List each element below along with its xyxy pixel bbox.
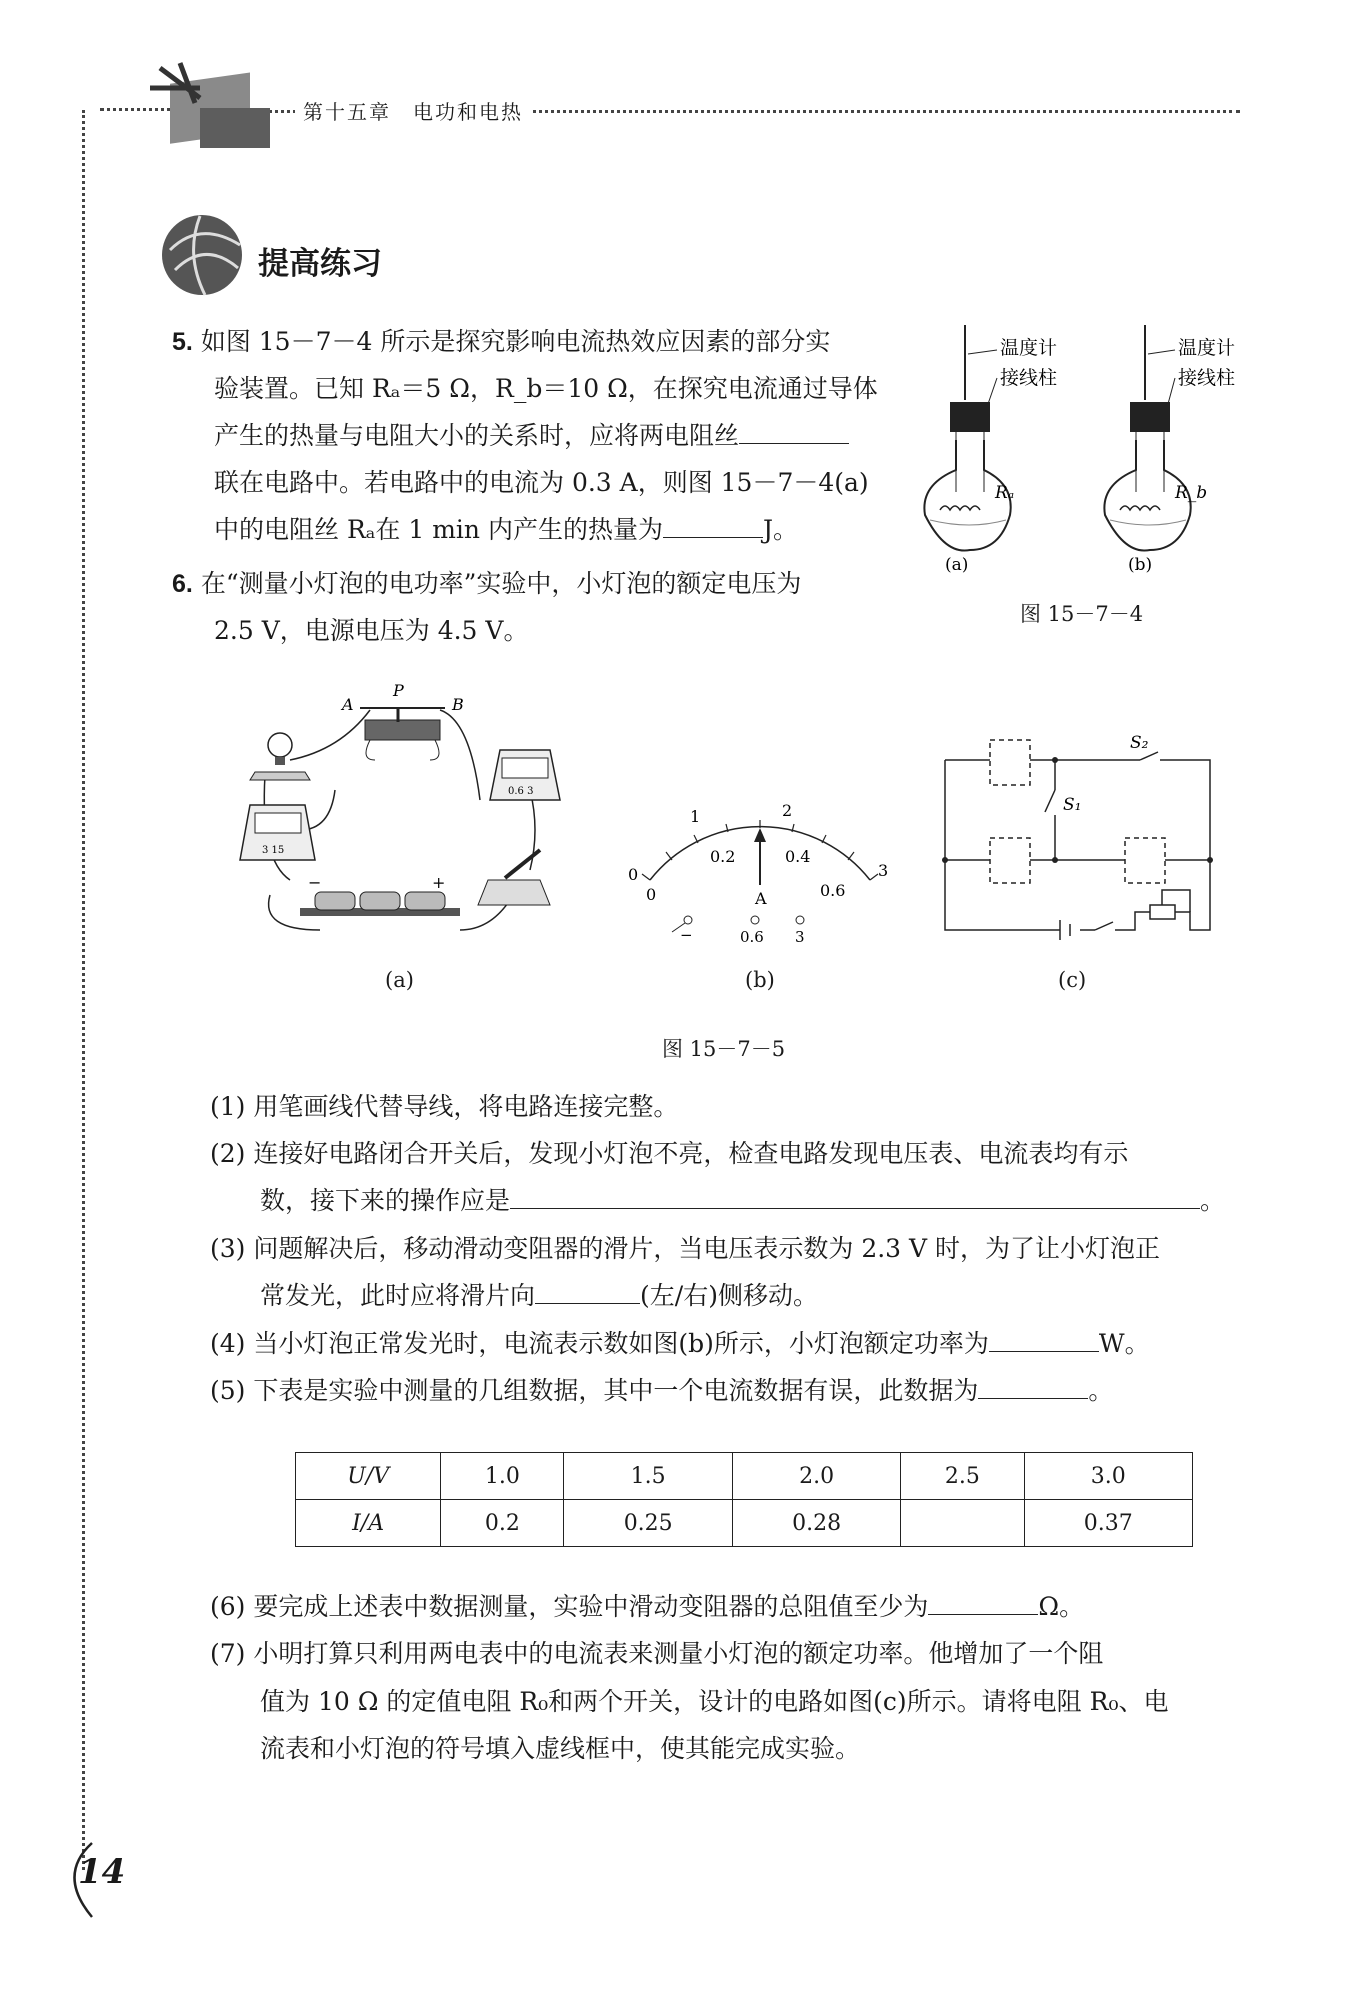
figure-15-7-5a — [230, 680, 570, 950]
subq-3-end: (左/右)侧移动。 — [640, 1281, 818, 1310]
q6-line2: 2.5 V，电源电压为 4.5 V。 — [214, 616, 529, 645]
subq-6-blank[interactable] — [928, 1590, 1038, 1615]
margin-rule — [82, 110, 85, 1870]
subq-3-text2: 常发光，此时应将滑片向 — [260, 1281, 536, 1310]
subq-2 — [210, 1130, 1128, 1177]
dial-top-1: 1 — [690, 807, 701, 826]
subq-2-end: 。 — [1200, 1186, 1226, 1215]
subq-5-end: 。 — [1088, 1376, 1114, 1405]
figure-15-7-4 — [900, 320, 1260, 580]
globe-icon — [160, 210, 250, 300]
subq-6-text: 要完成上述表中数据测量，实验中滑动变阻器的总阻值至少为 — [253, 1592, 929, 1621]
subq-2-text2: 数，接下来的操作应是 — [260, 1186, 511, 1215]
subq-6-end: Ω。 — [1038, 1592, 1085, 1621]
subq-7-line2: 值为 10 Ω 的定值电阻 R₀和两个开关，设计的电路如图(c)所示。请将电阻 R₀、电 — [260, 1687, 1169, 1716]
subq-3-blank[interactable] — [535, 1279, 640, 1304]
flask-a — [924, 325, 1057, 575]
terminal-3: 3 — [795, 928, 805, 946]
dashed-box-right[interactable] — [1125, 838, 1165, 883]
chapter-logo-icon — [140, 58, 290, 168]
subq-5-num: (5) — [210, 1376, 246, 1405]
subq-1-num: (1) — [210, 1092, 246, 1121]
table-row — [296, 1500, 1193, 1547]
subq-1 — [210, 1083, 678, 1130]
rheostat-a-label: A — [342, 695, 354, 714]
table-cell: I/A — [296, 1500, 441, 1547]
voltmeter-scale: 0.6 3 — [508, 786, 534, 797]
q6-number: 6. — [172, 570, 193, 598]
s1-label: S₁ — [1063, 795, 1082, 815]
fig4-caption: 图 15－7－4 — [1020, 602, 1144, 626]
rb-label: R_b — [1175, 483, 1208, 503]
fig4-sub-a: (a) — [945, 555, 969, 575]
fig4-thermometer-label-a: 温度计 — [1000, 337, 1058, 359]
table-cell: 0.2 — [441, 1500, 564, 1547]
rheostat-b-label: B — [452, 695, 464, 714]
fig4-terminal-label-a: 接线柱 — [1000, 367, 1058, 389]
dial-bottom-02: 0.2 — [710, 847, 736, 866]
fig4-terminal-label-b: 接线柱 — [1178, 367, 1236, 389]
q5-text-5: 中的电阻丝 Rₐ在 1 min 内产生的热量为 — [214, 515, 663, 544]
q5-text-3: 产生的热量与电阻大小的关系时，应将两电阻丝 — [214, 421, 740, 450]
dial-top-0: 0 — [628, 865, 639, 884]
dial-top-2: 2 — [782, 801, 793, 820]
fig4-thermometer-label-b: 温度计 — [1178, 337, 1236, 359]
table-cell: 3.0 — [1024, 1453, 1193, 1500]
dial-bottom-0: 0 — [646, 885, 657, 904]
bulb-icon — [250, 733, 310, 780]
subq-7-line3: 流表和小灯泡的符号填入虚线框中，使其能完成实验。 — [260, 1734, 861, 1763]
dial-unit: A — [755, 889, 767, 908]
battery-plus: + — [432, 873, 446, 892]
table-cell: 1.0 — [441, 1453, 564, 1500]
fig5-sub-b: (b) — [745, 968, 775, 992]
subq-4-blank[interactable] — [989, 1327, 1099, 1352]
rheostat-p-label: P — [393, 681, 404, 700]
dial-bottom-06: 0.6 — [820, 881, 846, 900]
subq-3-line2 — [260, 1272, 818, 1319]
dial-top-3: 3 — [878, 861, 889, 880]
subq-3 — [210, 1225, 1160, 1272]
terminal-06: 0.6 — [740, 928, 764, 946]
battery-minus: − — [308, 873, 322, 892]
subq-4-text: 当小灯泡正常发光时，电流表示数如图(b)所示，小灯泡额定功率为 — [253, 1329, 989, 1358]
ra-label: Rₐ — [995, 483, 1015, 503]
subq-2-line2 — [260, 1177, 1225, 1224]
figure-15-7-5b — [620, 780, 900, 950]
table-row — [296, 1453, 1193, 1500]
subq-6-num: (6) — [210, 1592, 246, 1621]
subq-2-num: (2) — [210, 1139, 246, 1168]
figure-15-7-5c — [930, 730, 1220, 950]
table-cell: 2.0 — [732, 1453, 900, 1500]
subq-2-blank[interactable] — [510, 1184, 1200, 1209]
q5-number: 5. — [172, 328, 193, 356]
fig5-caption: 图 15－7－5 — [662, 1037, 786, 1061]
subq-4-end: W。 — [1098, 1329, 1150, 1358]
voltmeter-icon — [490, 750, 560, 800]
q5-line5 — [214, 506, 798, 553]
table-cell: 0.28 — [732, 1500, 900, 1547]
page-number: 14 — [78, 1852, 126, 1892]
subq-5-blank[interactable] — [978, 1374, 1088, 1399]
ammeter-scale: 3 15 — [262, 845, 285, 856]
subq-4-num: (4) — [210, 1329, 246, 1358]
dashed-box-top[interactable] — [990, 740, 1030, 785]
terminal-neg: − — [680, 926, 693, 944]
q5-line2: 验装置。已知 Rₐ＝5 Ω，R_b＝10 Ω，在探究电流通过导体 — [214, 374, 878, 403]
subq-7-num: (7) — [210, 1639, 246, 1668]
section-title: 提高练习 — [258, 246, 382, 281]
flask-b — [1104, 325, 1235, 575]
table-cell: 2.5 — [901, 1453, 1024, 1500]
q5-text-1: 如图 15－7－4 所示是探究影响电流热效应因素的部分实 — [200, 327, 831, 356]
q5-unit: J。 — [762, 515, 798, 544]
table-cell: U/V — [296, 1453, 441, 1500]
q5-blank-2[interactable] — [663, 513, 763, 538]
chapter-header: 第十五章 电功和电热 — [295, 96, 531, 125]
table-cell: 0.37 — [1024, 1500, 1193, 1547]
subq-5-text: 下表是实验中测量的几组数据，其中一个电流数据有误，此数据为 — [253, 1376, 979, 1405]
data-table — [295, 1452, 1193, 1547]
table-cell[interactable] — [901, 1500, 1024, 1547]
q5-line3 — [214, 412, 849, 459]
rheostat-icon — [340, 681, 464, 760]
table-cell: 0.25 — [564, 1500, 732, 1547]
dashed-box-middle[interactable] — [990, 838, 1030, 883]
q5-line1 — [172, 318, 830, 366]
fig5-sub-c: (c) — [1058, 968, 1087, 992]
ammeter-icon — [240, 805, 315, 860]
subq-4 — [210, 1320, 1150, 1367]
subq-7-text: 小明打算只利用两电表中的电流表来测量小灯泡的额定功率。他增加了一个阻 — [253, 1639, 1104, 1668]
fig4-sub-b: (b) — [1128, 555, 1153, 575]
table-cell: 1.5 — [564, 1453, 732, 1500]
s2-label: S₂ — [1130, 733, 1149, 753]
dial-bottom-04: 0.4 — [785, 847, 811, 866]
battery-icon — [300, 873, 460, 916]
fig5-sub-a: (a) — [385, 968, 414, 992]
subq-5 — [210, 1367, 1113, 1414]
subq-2-text: 连接好电路闭合开关后，发现小灯泡不亮，检查电路发现电压表、电流表均有示 — [253, 1139, 1129, 1168]
subq-3-num: (3) — [210, 1234, 246, 1263]
q6-line1 — [172, 560, 801, 608]
subq-1-text: 用笔画线代替导线，将电路连接完整。 — [253, 1092, 679, 1121]
q5-line4: 联在电路中。若电路中的电流为 0.3 A，则图 15－7－4(a) — [214, 468, 869, 497]
switch-icon — [478, 850, 550, 905]
subq-6 — [210, 1583, 1084, 1630]
q5-blank-1[interactable] — [739, 419, 849, 444]
q6-text-1: 在“测量小灯泡的电功率”实验中，小灯泡的额定电压为 — [200, 569, 802, 598]
subq-3-text: 问题解决后，移动滑动变阻器的滑片，当电压表示数为 2.3 V 时，为了让小灯泡正 — [253, 1234, 1161, 1263]
subq-7 — [210, 1630, 1103, 1677]
